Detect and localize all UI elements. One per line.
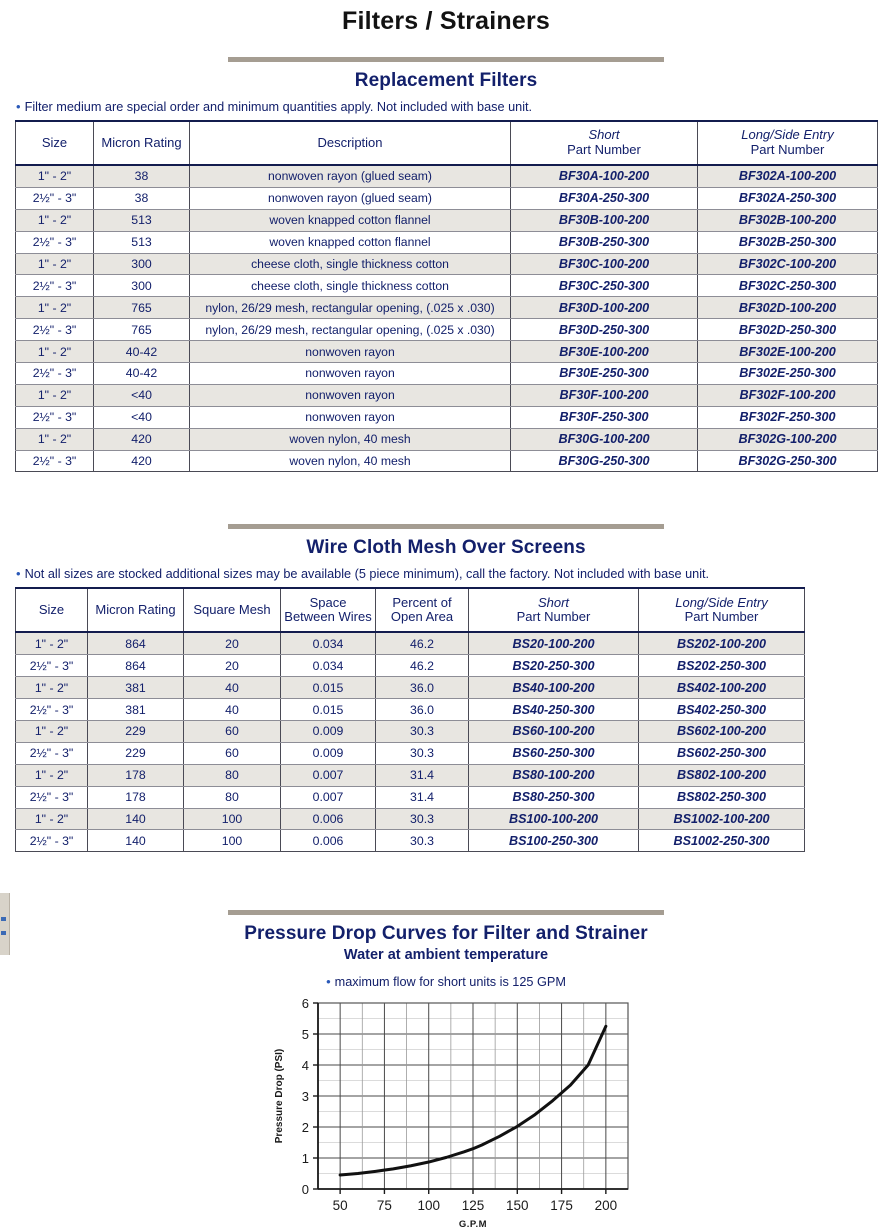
cell-long-part-number: BF302F-250-300	[698, 406, 878, 428]
cell-square-mesh: 20	[184, 655, 281, 677]
cell-description: nonwoven rayon	[190, 363, 511, 385]
cell-description: cheese cloth, single thickness cotton	[190, 253, 511, 275]
table-row	[16, 253, 878, 275]
page-edge-mark-icon	[1, 917, 6, 921]
x-axis-tick-label: 175	[550, 1198, 573, 1214]
table-row	[16, 721, 805, 743]
cell-space-between-wires: 0.034	[281, 655, 376, 677]
section-title-replacement-filters: Replacement Filters	[354, 70, 538, 91]
y-axis-tick-label: 4	[301, 1058, 309, 1074]
x-axis-tick-label: 150	[506, 1198, 529, 1214]
cell-micron-rating: 381	[88, 677, 184, 699]
section-title-wire-cloth-mesh: Wire Cloth Mesh Over Screens	[306, 537, 586, 559]
cell-long-part-number: BF302A-250-300	[698, 187, 878, 209]
column-header-micron-rating: Micron Rating	[88, 588, 184, 632]
cell-size: 2½" - 3"	[16, 363, 94, 385]
table-row	[16, 655, 805, 677]
cell-size: 1" - 2"	[16, 297, 94, 319]
table-row	[16, 341, 878, 363]
cell-description: cheese cloth, single thickness cotton	[190, 275, 511, 297]
cell-short-part-number: BS80-250-300	[469, 786, 639, 808]
cell-size: 1" - 2"	[16, 428, 94, 450]
cell-percent-open-area: 36.0	[376, 699, 469, 721]
cell-short-part-number: BF30C-100-200	[511, 253, 698, 275]
cell-micron-rating: 864	[88, 655, 184, 677]
cell-micron-rating: 229	[88, 721, 184, 743]
cell-percent-open-area: 31.4	[376, 764, 469, 786]
column-header-percent-open-area: Percent of Open Area	[376, 588, 469, 632]
column-header-space-between-wires: Space Between Wires	[281, 588, 376, 632]
cell-description: nonwoven rayon (glued seam)	[190, 187, 511, 209]
cell-micron-rating: 381	[88, 699, 184, 721]
cell-micron-rating: 513	[94, 209, 190, 231]
cell-size: 2½" - 3"	[16, 275, 94, 297]
section-divider-rule	[228, 524, 664, 529]
cell-description: woven knapped cotton flannel	[190, 209, 511, 231]
cell-percent-open-area: 30.3	[376, 808, 469, 830]
cell-short-part-number: BS40-250-300	[469, 699, 639, 721]
column-header-short-part-number: Short Part Number	[469, 588, 639, 632]
cell-long-part-number: BF302E-250-300	[698, 363, 878, 385]
table-replacement-filters	[15, 120, 878, 472]
y-axis-tick-label: 0	[301, 1182, 309, 1198]
table-header-row	[16, 588, 805, 632]
cell-long-part-number: BF302B-250-300	[698, 231, 878, 253]
bullet-icon: •	[16, 566, 21, 582]
cell-short-part-number: BF30D-100-200	[511, 297, 698, 319]
cell-size: 1" - 2"	[16, 253, 94, 275]
column-header-short-part-number: Short Part Number	[511, 121, 698, 165]
y-axis-tick-label: 6	[301, 996, 309, 1012]
cell-percent-open-area: 36.0	[376, 677, 469, 699]
table-row	[16, 830, 805, 852]
cell-size: 2½" - 3"	[16, 450, 94, 472]
cell-space-between-wires: 0.009	[281, 742, 376, 764]
cell-space-between-wires: 0.034	[281, 632, 376, 654]
cell-short-part-number: BF30E-100-200	[511, 341, 698, 363]
y-axis-tick-label: 1	[301, 1151, 309, 1167]
cell-micron-rating: 40-42	[94, 341, 190, 363]
cell-short-part-number: BS80-100-200	[469, 764, 639, 786]
cell-micron-rating: 513	[94, 231, 190, 253]
cell-square-mesh: 100	[184, 808, 281, 830]
column-header-micron-rating: Micron Rating	[94, 121, 190, 165]
cell-percent-open-area: 30.3	[376, 742, 469, 764]
cell-short-part-number: BF30E-250-300	[511, 363, 698, 385]
page-edge-tab	[0, 893, 10, 955]
cell-long-part-number: BS402-250-300	[639, 699, 805, 721]
cell-space-between-wires: 0.006	[281, 808, 376, 830]
table-row	[16, 384, 878, 406]
cell-micron-rating: 420	[94, 450, 190, 472]
cell-description: nylon, 26/29 mesh, rectangular opening, (.025 x .030)	[190, 319, 511, 341]
cell-short-part-number: BS60-250-300	[469, 742, 639, 764]
cell-size: 2½" - 3"	[16, 319, 94, 341]
cell-space-between-wires: 0.015	[281, 677, 376, 699]
cell-square-mesh: 100	[184, 830, 281, 852]
cell-square-mesh: 40	[184, 677, 281, 699]
column-header-size: Size	[16, 121, 94, 165]
bullet-icon: •	[326, 974, 331, 990]
cell-micron-rating: <40	[94, 384, 190, 406]
column-header-square-mesh: Square Mesh	[184, 588, 281, 632]
cell-short-part-number: BS60-100-200	[469, 721, 639, 743]
cell-size: 2½" - 3"	[16, 231, 94, 253]
cell-long-part-number: BS1002-250-300	[639, 830, 805, 852]
chart-x-axis-title: G.P.M	[458, 1219, 488, 1231]
cell-long-part-number: BS1002-100-200	[639, 808, 805, 830]
cell-square-mesh: 80	[184, 786, 281, 808]
cell-micron-rating: 178	[88, 764, 184, 786]
cell-long-part-number: BF302G-100-200	[698, 428, 878, 450]
y-axis-tick-label: 2	[301, 1120, 309, 1136]
cell-percent-open-area: 31.4	[376, 786, 469, 808]
table-row	[16, 319, 878, 341]
table-header-row	[16, 121, 878, 165]
cell-size: 2½" - 3"	[16, 786, 88, 808]
x-axis-tick-label: 125	[461, 1198, 485, 1214]
cell-short-part-number: BF30B-100-200	[511, 209, 698, 231]
cell-short-part-number: BF30G-250-300	[511, 450, 698, 472]
y-axis-tick-label: 3	[301, 1089, 309, 1105]
cell-description: nonwoven rayon	[190, 406, 511, 428]
x-axis-tick-label: 50	[332, 1198, 348, 1214]
cell-percent-open-area: 46.2	[376, 632, 469, 654]
cell-short-part-number: BF30F-100-200	[511, 384, 698, 406]
cell-space-between-wires: 0.007	[281, 764, 376, 786]
note-text: maximum flow for short units is 125 GPM	[334, 975, 566, 990]
cell-short-part-number: BS100-250-300	[469, 830, 639, 852]
table-row	[16, 187, 878, 209]
column-header-size: Size	[16, 588, 88, 632]
cell-micron-rating: 40-42	[94, 363, 190, 385]
column-header-description: Description	[190, 121, 511, 165]
cell-size: 1" - 2"	[16, 341, 94, 363]
table-row	[16, 808, 805, 830]
cell-long-part-number: BF302F-100-200	[698, 384, 878, 406]
table-row	[16, 297, 878, 319]
cell-micron-rating: 765	[94, 319, 190, 341]
cell-percent-open-area: 30.3	[376, 830, 469, 852]
cell-space-between-wires: 0.015	[281, 699, 376, 721]
table-row	[16, 428, 878, 450]
cell-long-part-number: BS202-100-200	[639, 632, 805, 654]
table-row	[16, 165, 878, 187]
cell-space-between-wires: 0.009	[281, 721, 376, 743]
cell-short-part-number: BF30F-250-300	[511, 406, 698, 428]
section-title-pressure-drop: Pressure Drop Curves for Filter and Strainer	[244, 923, 648, 945]
cell-short-part-number: BF30G-100-200	[511, 428, 698, 450]
cell-micron-rating: 300	[94, 253, 190, 275]
cell-description: nonwoven rayon	[190, 341, 511, 363]
cell-short-part-number: BF30A-250-300	[511, 187, 698, 209]
cell-size: 2½" - 3"	[16, 830, 88, 852]
cell-long-part-number: BF302G-250-300	[698, 450, 878, 472]
cell-short-part-number: BS100-100-200	[469, 808, 639, 830]
cell-size: 1" - 2"	[16, 632, 88, 654]
cell-long-part-number: BS802-250-300	[639, 786, 805, 808]
cell-micron-rating: 140	[88, 830, 184, 852]
cell-description: nonwoven rayon (glued seam)	[190, 165, 511, 187]
cell-percent-open-area: 46.2	[376, 655, 469, 677]
cell-description: woven nylon, 40 mesh	[190, 428, 511, 450]
x-axis-tick-label: 100	[417, 1198, 440, 1214]
cell-square-mesh: 20	[184, 632, 281, 654]
table-row	[16, 786, 805, 808]
table-body	[16, 165, 878, 472]
cell-micron-rating: 420	[94, 428, 190, 450]
cell-micron-rating: 178	[88, 786, 184, 808]
cell-long-part-number: BF302B-100-200	[698, 209, 878, 231]
table-row	[16, 764, 805, 786]
cell-short-part-number: BF30B-250-300	[511, 231, 698, 253]
cell-description: woven nylon, 40 mesh	[190, 450, 511, 472]
cell-square-mesh: 60	[184, 721, 281, 743]
cell-size: 2½" - 3"	[16, 406, 94, 428]
cell-description: nonwoven rayon	[190, 384, 511, 406]
cell-percent-open-area: 30.3	[376, 721, 469, 743]
cell-micron-rating: 38	[94, 187, 190, 209]
table-row	[16, 275, 878, 297]
cell-long-part-number: BF302D-250-300	[698, 319, 878, 341]
cell-micron-rating: 38	[94, 165, 190, 187]
table-row	[16, 209, 878, 231]
cell-long-part-number: BS602-100-200	[639, 721, 805, 743]
table-row	[16, 699, 805, 721]
cell-space-between-wires: 0.006	[281, 830, 376, 852]
bullet-icon: •	[16, 99, 21, 114]
cell-long-part-number: BF302D-100-200	[698, 297, 878, 319]
note-replacement-filters	[16, 99, 892, 114]
page-edge-mark-icon	[1, 931, 6, 935]
cell-description: woven knapped cotton flannel	[190, 231, 511, 253]
cell-size: 2½" - 3"	[16, 699, 88, 721]
note-text: Not all sizes are stocked additional sizes may be available (5 piece minimum), call the factory. Not included with base unit.	[24, 567, 710, 582]
cell-size: 1" - 2"	[16, 209, 94, 231]
cell-micron-rating: 300	[94, 275, 190, 297]
section-divider-rule	[228, 57, 664, 62]
cell-micron-rating: 864	[88, 632, 184, 654]
table-row	[16, 450, 878, 472]
column-header-long-part-number: Long/Side Entry Part Number	[639, 588, 805, 632]
cell-short-part-number: BS40-100-200	[469, 677, 639, 699]
table-row	[16, 677, 805, 699]
cell-square-mesh: 80	[184, 764, 281, 786]
cell-size: 2½" - 3"	[16, 742, 88, 764]
y-axis-tick-label: 5	[301, 1027, 309, 1043]
cell-space-between-wires: 0.007	[281, 786, 376, 808]
cell-short-part-number: BF30C-250-300	[511, 275, 698, 297]
x-axis-tick-label: 200	[594, 1198, 618, 1214]
pressure-drop-chart	[266, 993, 626, 1231]
table-row	[16, 742, 805, 764]
cell-size: 1" - 2"	[16, 165, 94, 187]
cell-micron-rating: 765	[94, 297, 190, 319]
table-row	[16, 632, 805, 654]
cell-long-part-number: BS402-100-200	[639, 677, 805, 699]
cell-size: 1" - 2"	[16, 808, 88, 830]
page-title: Filters / Strainers	[341, 7, 551, 35]
chart-y-axis-title: Pressure Drop (PSI)	[274, 1049, 285, 1144]
cell-short-part-number: BS20-250-300	[469, 655, 639, 677]
cell-long-part-number: BS202-250-300	[639, 655, 805, 677]
cell-square-mesh: 40	[184, 699, 281, 721]
cell-square-mesh: 60	[184, 742, 281, 764]
cell-long-part-number: BF302E-100-200	[698, 341, 878, 363]
cell-long-part-number: BF302A-100-200	[698, 165, 878, 187]
table-row	[16, 406, 878, 428]
note-text: Filter medium are special order and minimum quantities apply. Not included with base unit.	[24, 100, 533, 114]
cell-size: 1" - 2"	[16, 721, 88, 743]
cell-long-part-number: BS602-250-300	[639, 742, 805, 764]
section-subtitle-pressure-drop: Water at ambient temperature	[343, 947, 549, 964]
cell-micron-rating: 229	[88, 742, 184, 764]
cell-short-part-number: BS20-100-200	[469, 632, 639, 654]
cell-micron-rating: 140	[88, 808, 184, 830]
cell-description: nylon, 26/29 mesh, rectangular opening, (.025 x .030)	[190, 297, 511, 319]
note-pressure-drop	[0, 974, 892, 989]
cell-short-part-number: BF30A-100-200	[511, 165, 698, 187]
cell-long-part-number: BF302C-250-300	[698, 275, 878, 297]
cell-short-part-number: BF30D-250-300	[511, 319, 698, 341]
cell-size: 2½" - 3"	[16, 655, 88, 677]
section-divider-rule	[228, 910, 664, 915]
cell-long-part-number: BS802-100-200	[639, 764, 805, 786]
table-wire-cloth-mesh	[15, 587, 805, 852]
table-row	[16, 363, 878, 385]
note-wire-cloth-mesh	[16, 566, 892, 581]
x-axis-tick-label: 75	[376, 1198, 392, 1214]
table-body	[16, 632, 805, 851]
pressure-drop-chart-svg	[266, 993, 646, 1231]
cell-size: 2½" - 3"	[16, 187, 94, 209]
table-row	[16, 231, 878, 253]
column-header-long-part-number: Long/Side Entry Part Number	[698, 121, 878, 165]
cell-long-part-number: BF302C-100-200	[698, 253, 878, 275]
cell-size: 1" - 2"	[16, 384, 94, 406]
cell-micron-rating: <40	[94, 406, 190, 428]
cell-size: 1" - 2"	[16, 764, 88, 786]
cell-size: 1" - 2"	[16, 677, 88, 699]
